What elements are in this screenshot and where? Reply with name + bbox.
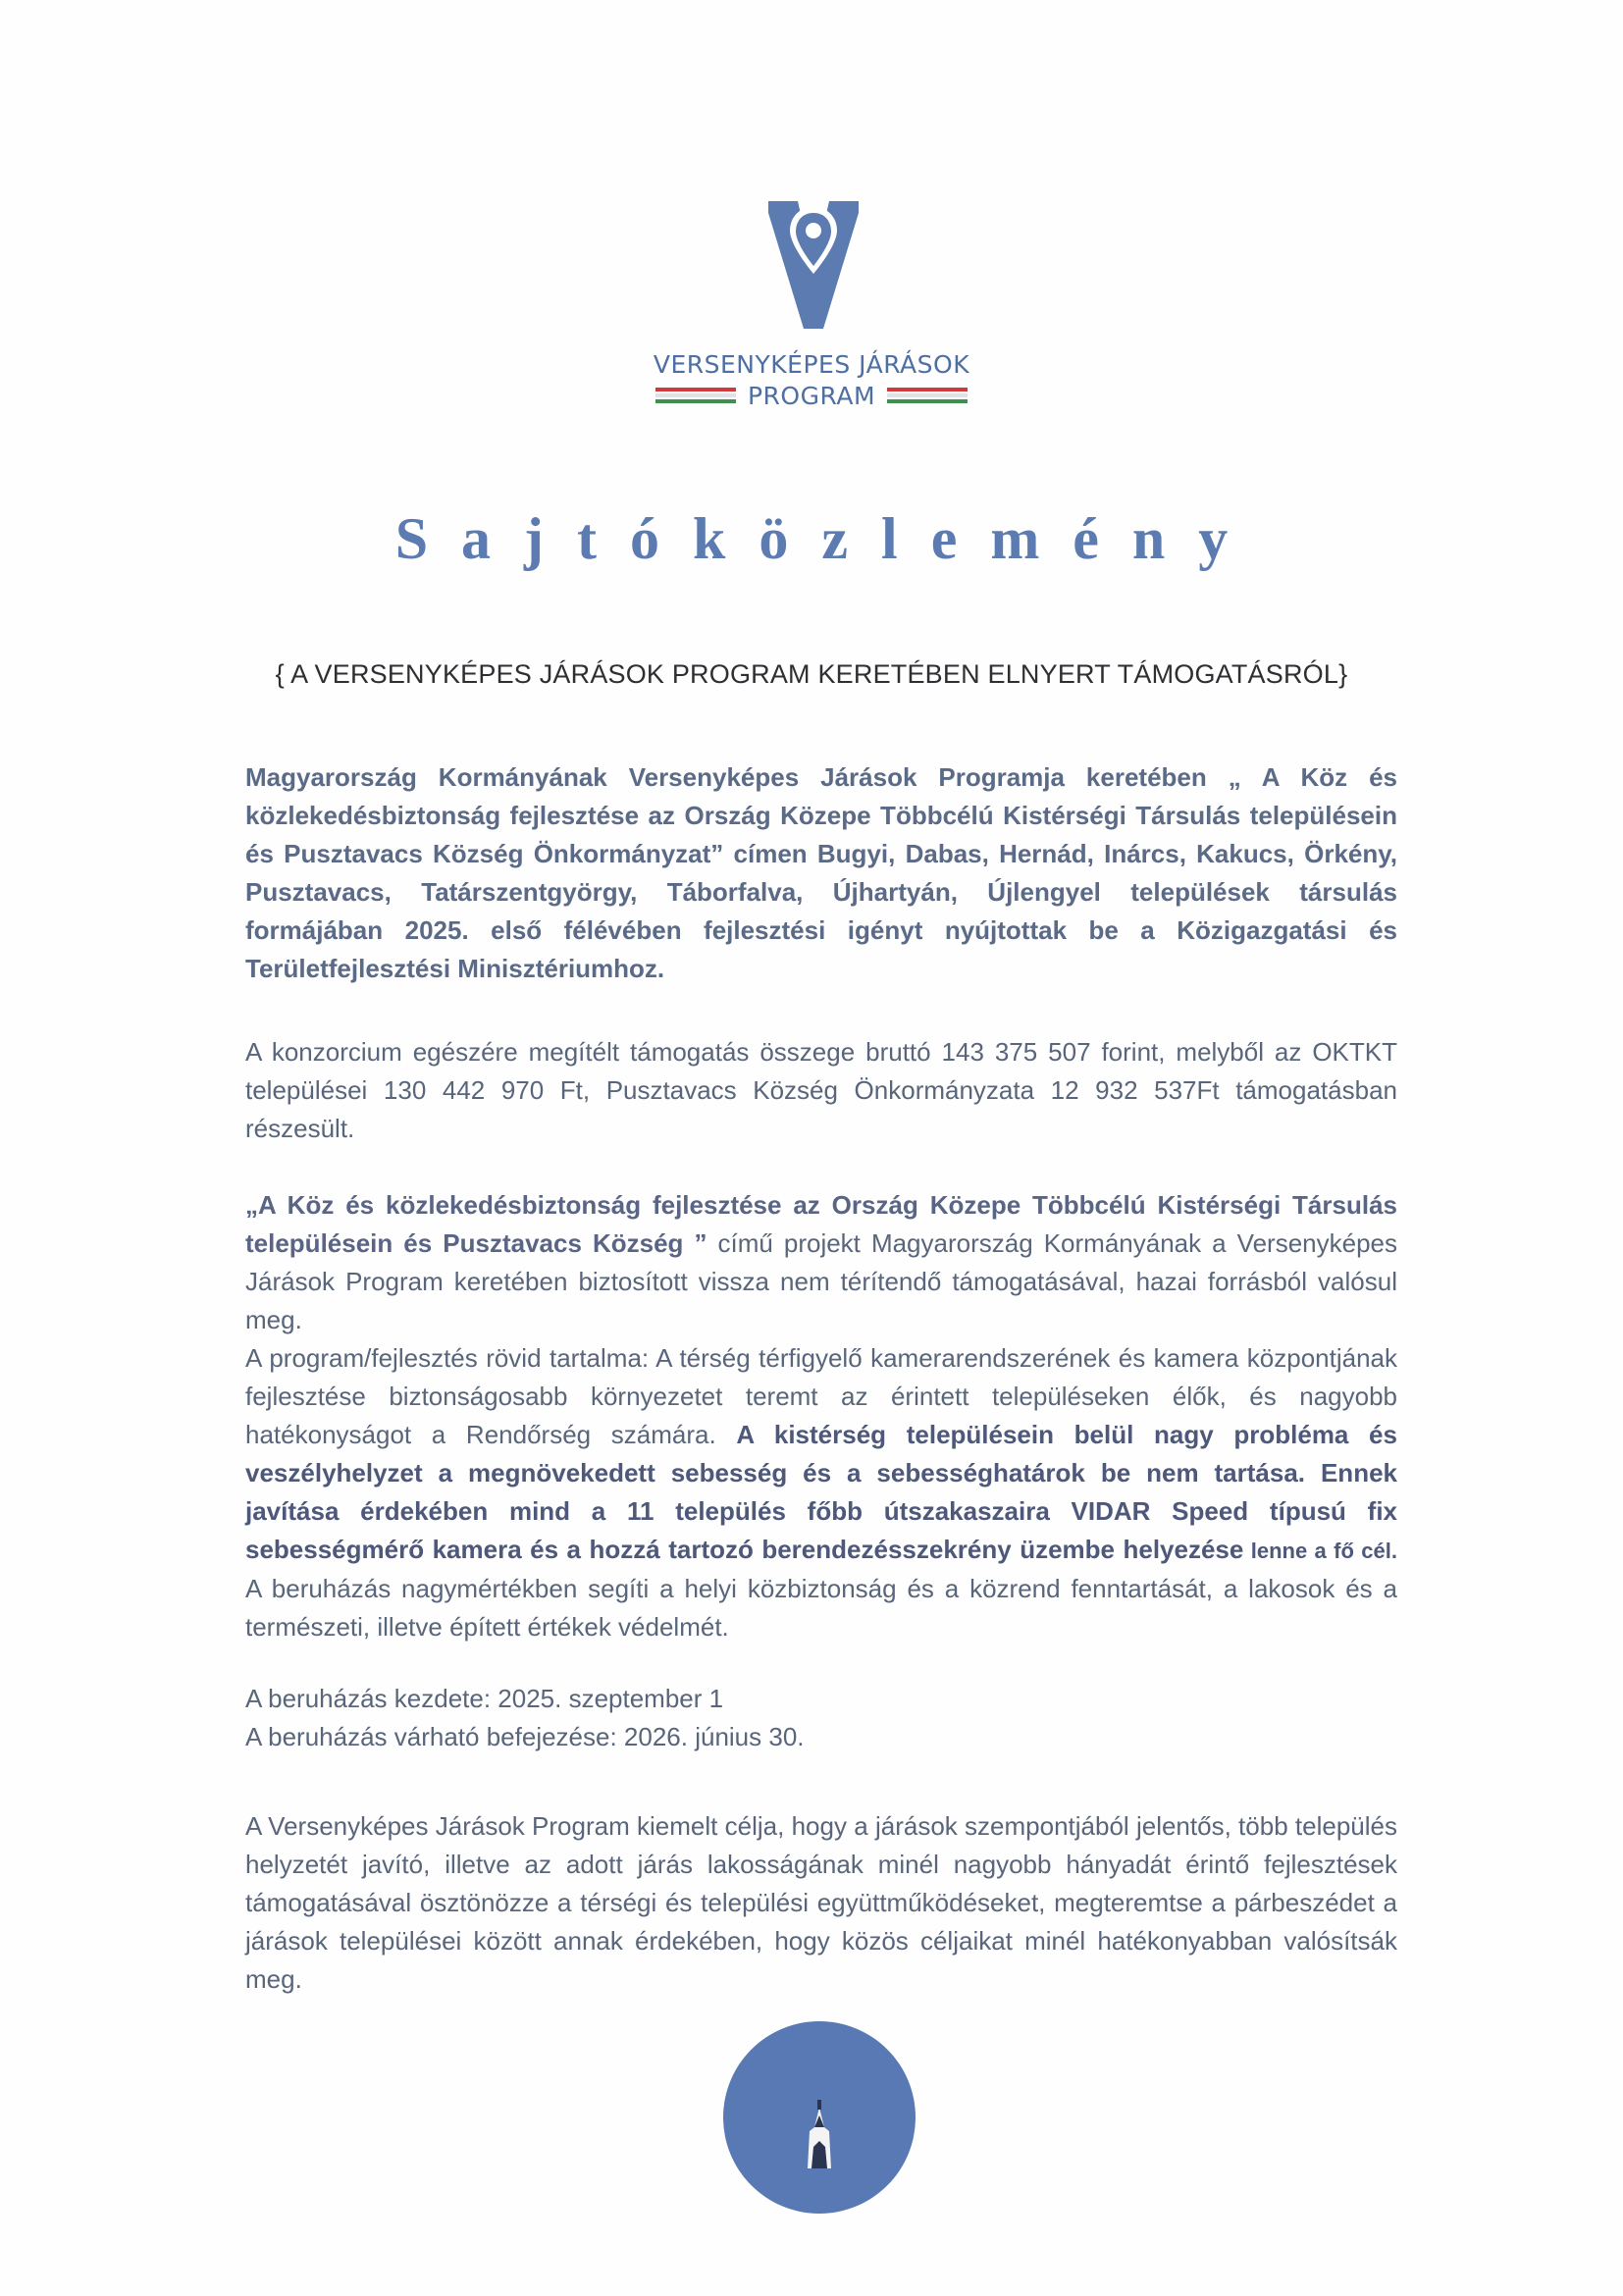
location-pin-v-logo-icon	[768, 201, 859, 329]
municipal-seal-icon	[723, 2021, 916, 2214]
schedule	[245, 1680, 1397, 1756]
paragraph-goal: A Versenyképes Járások Program kiemelt célja, hogy a járások szempontjából jelentős, több település helyzetét javító, illetve az adott járás lakosságának minél nagyobb hányadát érintő fejlesztések támogatásával ösztönözze a térségi és települési együttműködéseket, megteremtse a párbeszédet a járások települései között annak érdekében, hogy közös céljaikat minél hatékonyabban valósítsák meg.	[245, 1811, 1397, 1994]
subtitle: { A VERSENYKÉPES JÁRÁSOK PROGRAM KERETÉBEN ELNYERT TÁMOGATÁSRÓL}	[275, 659, 1348, 689]
end-date: A beruházás várható befejezése: 2026. június 30.	[245, 1722, 805, 1751]
content-intro: A program/fejlesztés rövid tartalma: A térség térfigyelő kamerarendszerének és kamera központjának fejlesztése biztonságosabb környezetet teremt az érintett településeken élők, és nagyobb hatékonyságot a Rendőrség számára.	[245, 1343, 1397, 1449]
paragraph-project	[245, 1186, 1397, 1339]
hungarian-flag-stripes-left	[655, 388, 736, 405]
start-date: A beruházás kezdete: 2025. szeptember 1	[245, 1684, 724, 1713]
hungarian-flag-stripes-right	[887, 388, 968, 405]
content-rest: A beruházás nagymértékben segíti a helyi közbiztonság és a közrend fenntartását, a lakosok és a természeti, illetve épített értékek védelmét.	[245, 1574, 1397, 1642]
program-logo-text	[628, 349, 995, 410]
paragraph-content	[245, 1339, 1397, 1646]
project-title-bold: „A Köz és közlekedésbiztonság fejlesztése az Ország Közepe Többcélú Kistérségi Társulás településein és Pusztavacs Község ”	[245, 1190, 1397, 1258]
project-description: című projekt Magyarország Kormányának a Versenyképes Járások Program keretében biztosított vissza nem térítendő támogatásával, hazai forrásból valósul meg.	[245, 1228, 1397, 1334]
logo-line-1: VERSENYKÉPES JÁRÁSOK	[653, 350, 970, 379]
content-bold: A kistérség településein belül nagy probléma és veszélyhelyzet a megnövekedett sebesség és a sebességhatárok be nem tartása. Ennek javítása érdekében mind a 11 település főbb útszakaszaira VIDAR Speed típusú fix sebességmérő kamera és a hozzá tartozó berendezésszekrény üzembe helyezése	[245, 1420, 1397, 1564]
paragraph-funding: A konzorcium egészére megítélt támogatás összege bruttó 143 375 507 forint, melyből az OKTKT települései 130 442 970 Ft, Pusztavacs Község Önkormányzata 12 932 537Ft támogatásban részesült.	[245, 1037, 1397, 1143]
paragraph-intro: Magyarország Kormányának Versenyképes Járások Programja keretében „ A Köz és közlekedésbiztonság fejlesztése az Ország Közepe Többcélú Kistérségi Társulás településein és Pusztavacs Község Önkormányzat” címen Bugyi, Dabas, Hernád, Inárcs, Kakucs, Örkény, Pusztavacs, Tatárszentgyörgy, Táborfalva, Újhartyán, Újlengyel települések társulás formájában 2025. első félévében fejlesztési igényt nyújtottak be a Közigazgatási és Területfejlesztési Minisztériumhoz.	[245, 762, 1397, 983]
page-title: Sajtóközlemény	[394, 506, 1262, 571]
content-small-bold: lenne a fő cél.	[1243, 1539, 1397, 1563]
logo-line-2: PROGRAM	[747, 382, 876, 410]
